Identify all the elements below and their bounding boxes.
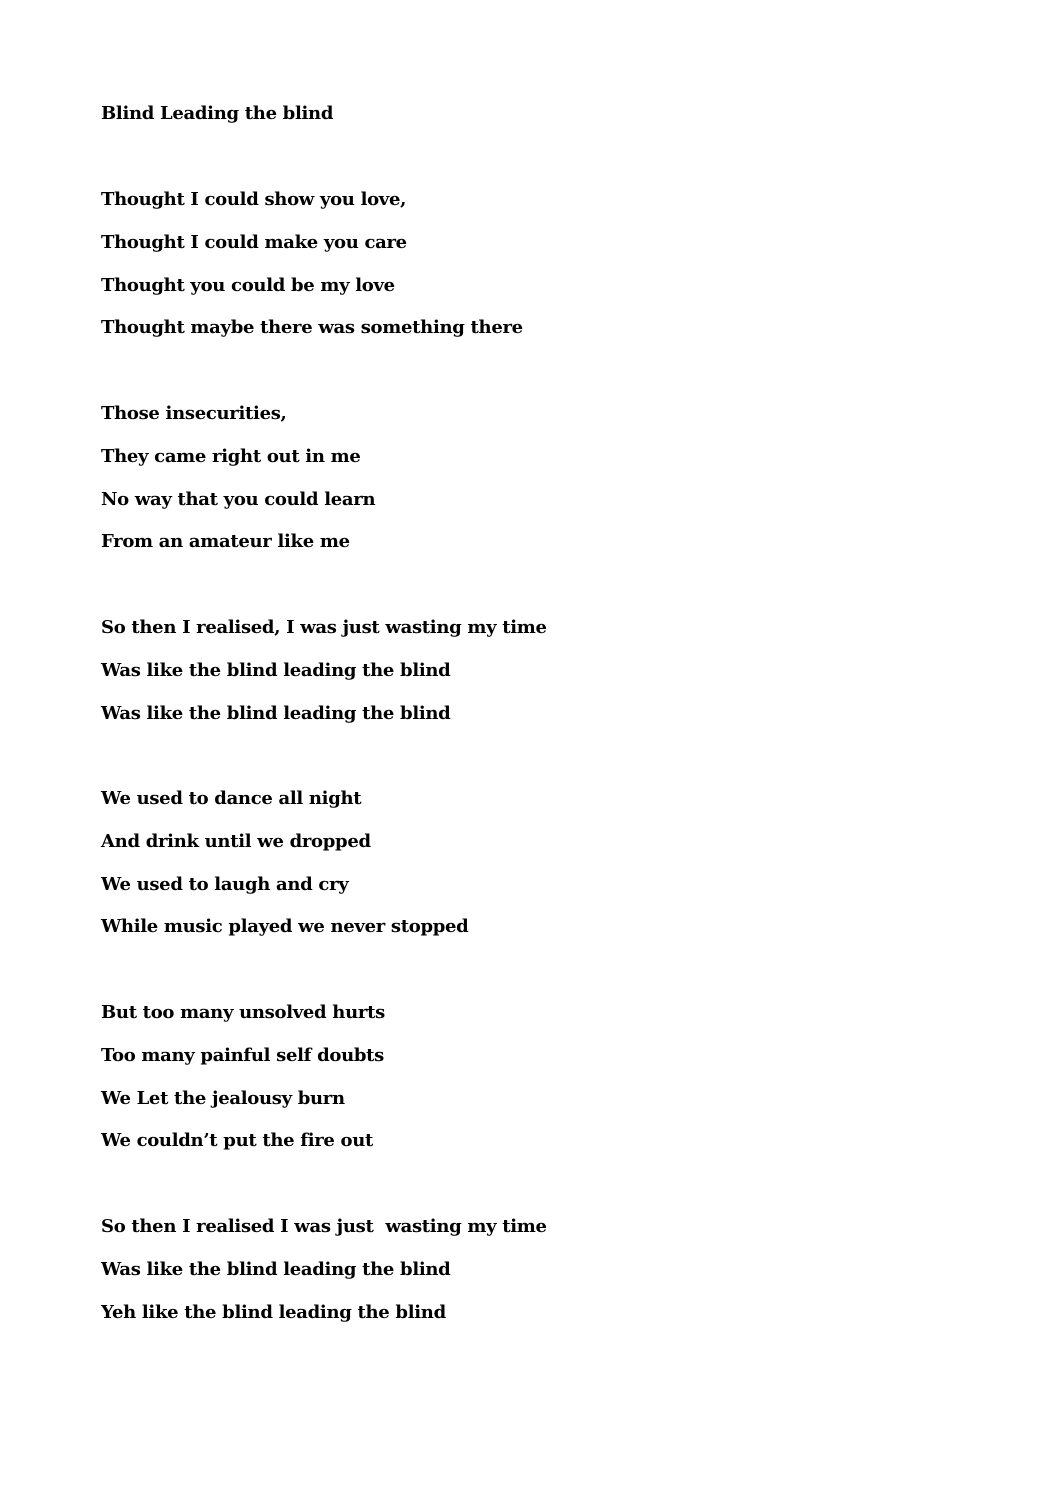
lyric-line: Too many painful self doubts (101, 1044, 384, 1066)
lyric-line: From an amateur like me (101, 531, 350, 553)
stanza-1 (101, 187, 523, 358)
lyric-line: Thought maybe there was something there (101, 317, 523, 339)
lyric-line: Thought I could show you love, (101, 189, 407, 210)
lyric-line: Yeh like the blind leading the blind (101, 1301, 446, 1323)
lyric-line: So then I realised, I was just wasting my time (101, 617, 547, 638)
lyric-line: Was like the blind leading the blind (101, 702, 451, 724)
lyric-line: Thought you could be my love (101, 274, 395, 296)
lyric-line: We used to laugh and cry (101, 873, 349, 895)
lyric-line: And drink until we dropped (101, 830, 371, 852)
lyric-line: Was like the blind leading the blind (101, 659, 451, 681)
stanza-4 (101, 1000, 385, 1171)
lyric-line: Was like the blind leading the blind (101, 1258, 451, 1280)
lyric-line: We couldn’t put the fire out (101, 1130, 374, 1152)
song-title: Blind Leading the blind (101, 103, 334, 124)
stanza-2 (101, 401, 375, 572)
lyric-line: Those insecurities, (101, 403, 287, 424)
stanza-3 (101, 786, 468, 957)
lyric-line: While music played we never stopped (101, 916, 469, 938)
chorus-1 (101, 615, 547, 743)
lyric-line: No way that you could learn (101, 488, 376, 510)
lyric-line: But too many unsolved hurts (101, 1002, 385, 1023)
lyric-line: So then I realised I was just wasting my time (101, 1216, 547, 1237)
lyric-line: We Let the jealousy burn (101, 1087, 345, 1109)
lyric-line: We used to dance all night (101, 788, 362, 809)
lyric-line: They came right out in me (101, 445, 361, 467)
lyric-line: Thought I could make you care (101, 231, 407, 253)
chorus-2 (101, 1214, 547, 1342)
